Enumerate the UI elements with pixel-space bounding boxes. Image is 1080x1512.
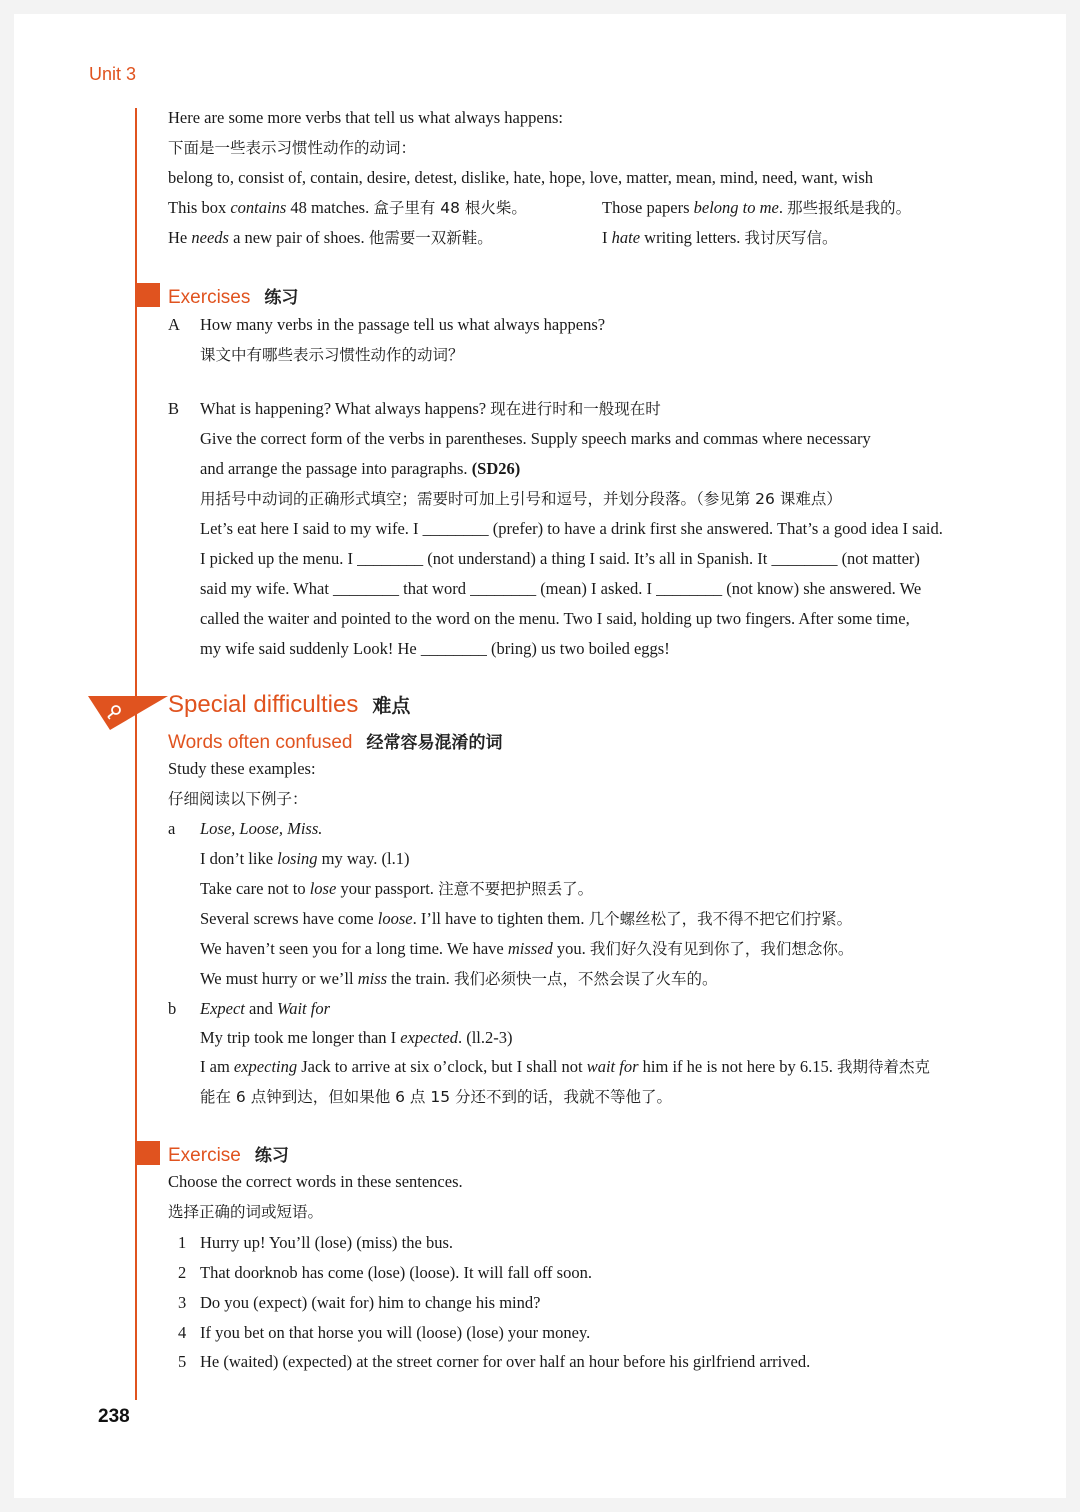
item-b-example: I am expecting Jack to arrive at six o’clock, but I shall not wait for him if he is not here by 6.15. 我期待着杰克 [200, 1057, 930, 1076]
example-3: He needs a new pair of shoes. 他需要一双新鞋。 [168, 228, 493, 247]
intro-line-zh: 下面是一些表示习惯性动作的动词： [168, 139, 417, 157]
passage-line: called the waiter and pointed to the word on the menu. Two I said, holding up two fingers. After some time, [200, 609, 910, 628]
exercise-item: Hurry up! You’ll (lose) (miss) the bus. [200, 1233, 453, 1252]
item-b-example-zh: 能在 6 点钟到达，但如果他 6 点 15 分还不到的话，我就不等他了。 [200, 1088, 673, 1106]
example-4: I hate writing letters. 我讨厌写信。 [602, 228, 838, 247]
item-a-example: We must hurry or we’ll miss the train. 我们必须快一点，不然会误了火车的。 [200, 969, 718, 988]
exercise-a-text: How many verbs in the passage tell us what always happens? [200, 315, 606, 334]
page-number: 238 [98, 1406, 130, 1427]
item-b-title: Expect and Wait for [200, 999, 330, 1018]
exercise-item: Do you (expect) (wait for) him to change his mind? [200, 1293, 541, 1312]
passage-line: Let’s eat here I said to my wife. I ________ (prefer) to have a drink first she answered. That’s a good idea I said. [200, 519, 943, 538]
exercise-item: If you bet on that horse you will (loose) (lose) your money. [200, 1323, 591, 1342]
words-confused-heading: Words often confused 经常容易混淆的词 [168, 732, 503, 753]
item-b-example: My trip took me longer than I expected. (ll.2-3) [200, 1028, 513, 1047]
exercise-b-zh: 用括号中动词的正确形式填空；需要时可加上引号和逗号，并划分段落。（参见第 26 课难点） [200, 490, 842, 508]
example-2: Those papers belong to me. 那些报纸是我的。 [602, 198, 912, 217]
item-number: 3 [178, 1293, 187, 1312]
key-icon [88, 692, 168, 732]
exercise-a-zh: 课文中有哪些表示习惯性动作的动词？ [200, 346, 464, 364]
unit-label: Unit 3 [89, 64, 137, 84]
exercise-instruction: Choose the correct words in these sentences. [168, 1172, 463, 1191]
study-line: Study these examples: [168, 759, 316, 778]
passage-line: said my wife. What ________ that word ________ (mean) I asked. I ________ (not know) she answered. We [200, 579, 922, 598]
item-number: 1 [178, 1233, 187, 1252]
passage-line: my wife said suddenly Look! He ________ (bring) us two boiled eggs! [200, 639, 670, 658]
item-a-example: Several screws have come loose. I’ll have to tighten them. 几个螺丝松了，我不得不把它们拧紧。 [200, 909, 853, 928]
exercises-heading: Exercises 练习 [168, 287, 299, 308]
item-a-example: We haven’t seen you for a long time. We have missed you. 我们好久没有见到你了，我们想念你。 [200, 939, 854, 958]
exercise-item: That doorknob has come (lose) (loose). It will fall off soon. [200, 1263, 592, 1282]
item-number: 2 [178, 1263, 187, 1282]
exercise-b-instr2: and arrange the passage into paragraphs. (SD26) [200, 459, 521, 478]
example-1: This box contains 48 matches. 盒子里有 48 根火柴。 [168, 198, 527, 217]
passage-line: I picked up the menu. I ________ (not understand) a thing I said. It’s all in Spanish. It ________ (not matter) [200, 549, 920, 568]
exercise-heading: Exercise 练习 [168, 1145, 289, 1166]
item-a-example: I don’t like losing my way. (l.1) [200, 849, 410, 868]
item-b-label: b [168, 999, 177, 1018]
exercise-b-instr1: Give the correct form of the verbs in parentheses. Supply speech marks and commas where necessary [200, 429, 871, 448]
exercise-a-label: A [168, 315, 180, 334]
exercise-item: He (waited) (expected) at the street corner for over half an hour before his girlfriend arrived. [200, 1352, 811, 1371]
section-marker [136, 1141, 160, 1165]
item-a-example: Take care not to lose your passport. 注意不要把护照丢了。 [200, 879, 594, 898]
exercise-instruction-zh: 选择正确的词或短语。 [168, 1203, 324, 1221]
item-a-label: a [168, 819, 176, 838]
section-marker [136, 283, 160, 307]
intro-line: Here are some more verbs that tell us what always happens: [168, 108, 563, 127]
item-a-title: Lose, Loose, Miss. [200, 819, 323, 838]
item-number: 4 [178, 1323, 187, 1342]
item-number: 5 [178, 1352, 187, 1371]
exercise-b-label: B [168, 399, 180, 418]
study-line-zh: 仔细阅读以下例子： [168, 790, 308, 808]
verb-list: belong to, consist of, contain, desire, detest, dislike, hate, hope, love, matter, mean, mind, need, want, wish [168, 168, 874, 187]
exercise-b-text: What is happening? What always happens? 现在进行时和一般现在时 [200, 399, 661, 418]
special-difficulties-heading: Special difficulties 难点 [168, 691, 411, 718]
